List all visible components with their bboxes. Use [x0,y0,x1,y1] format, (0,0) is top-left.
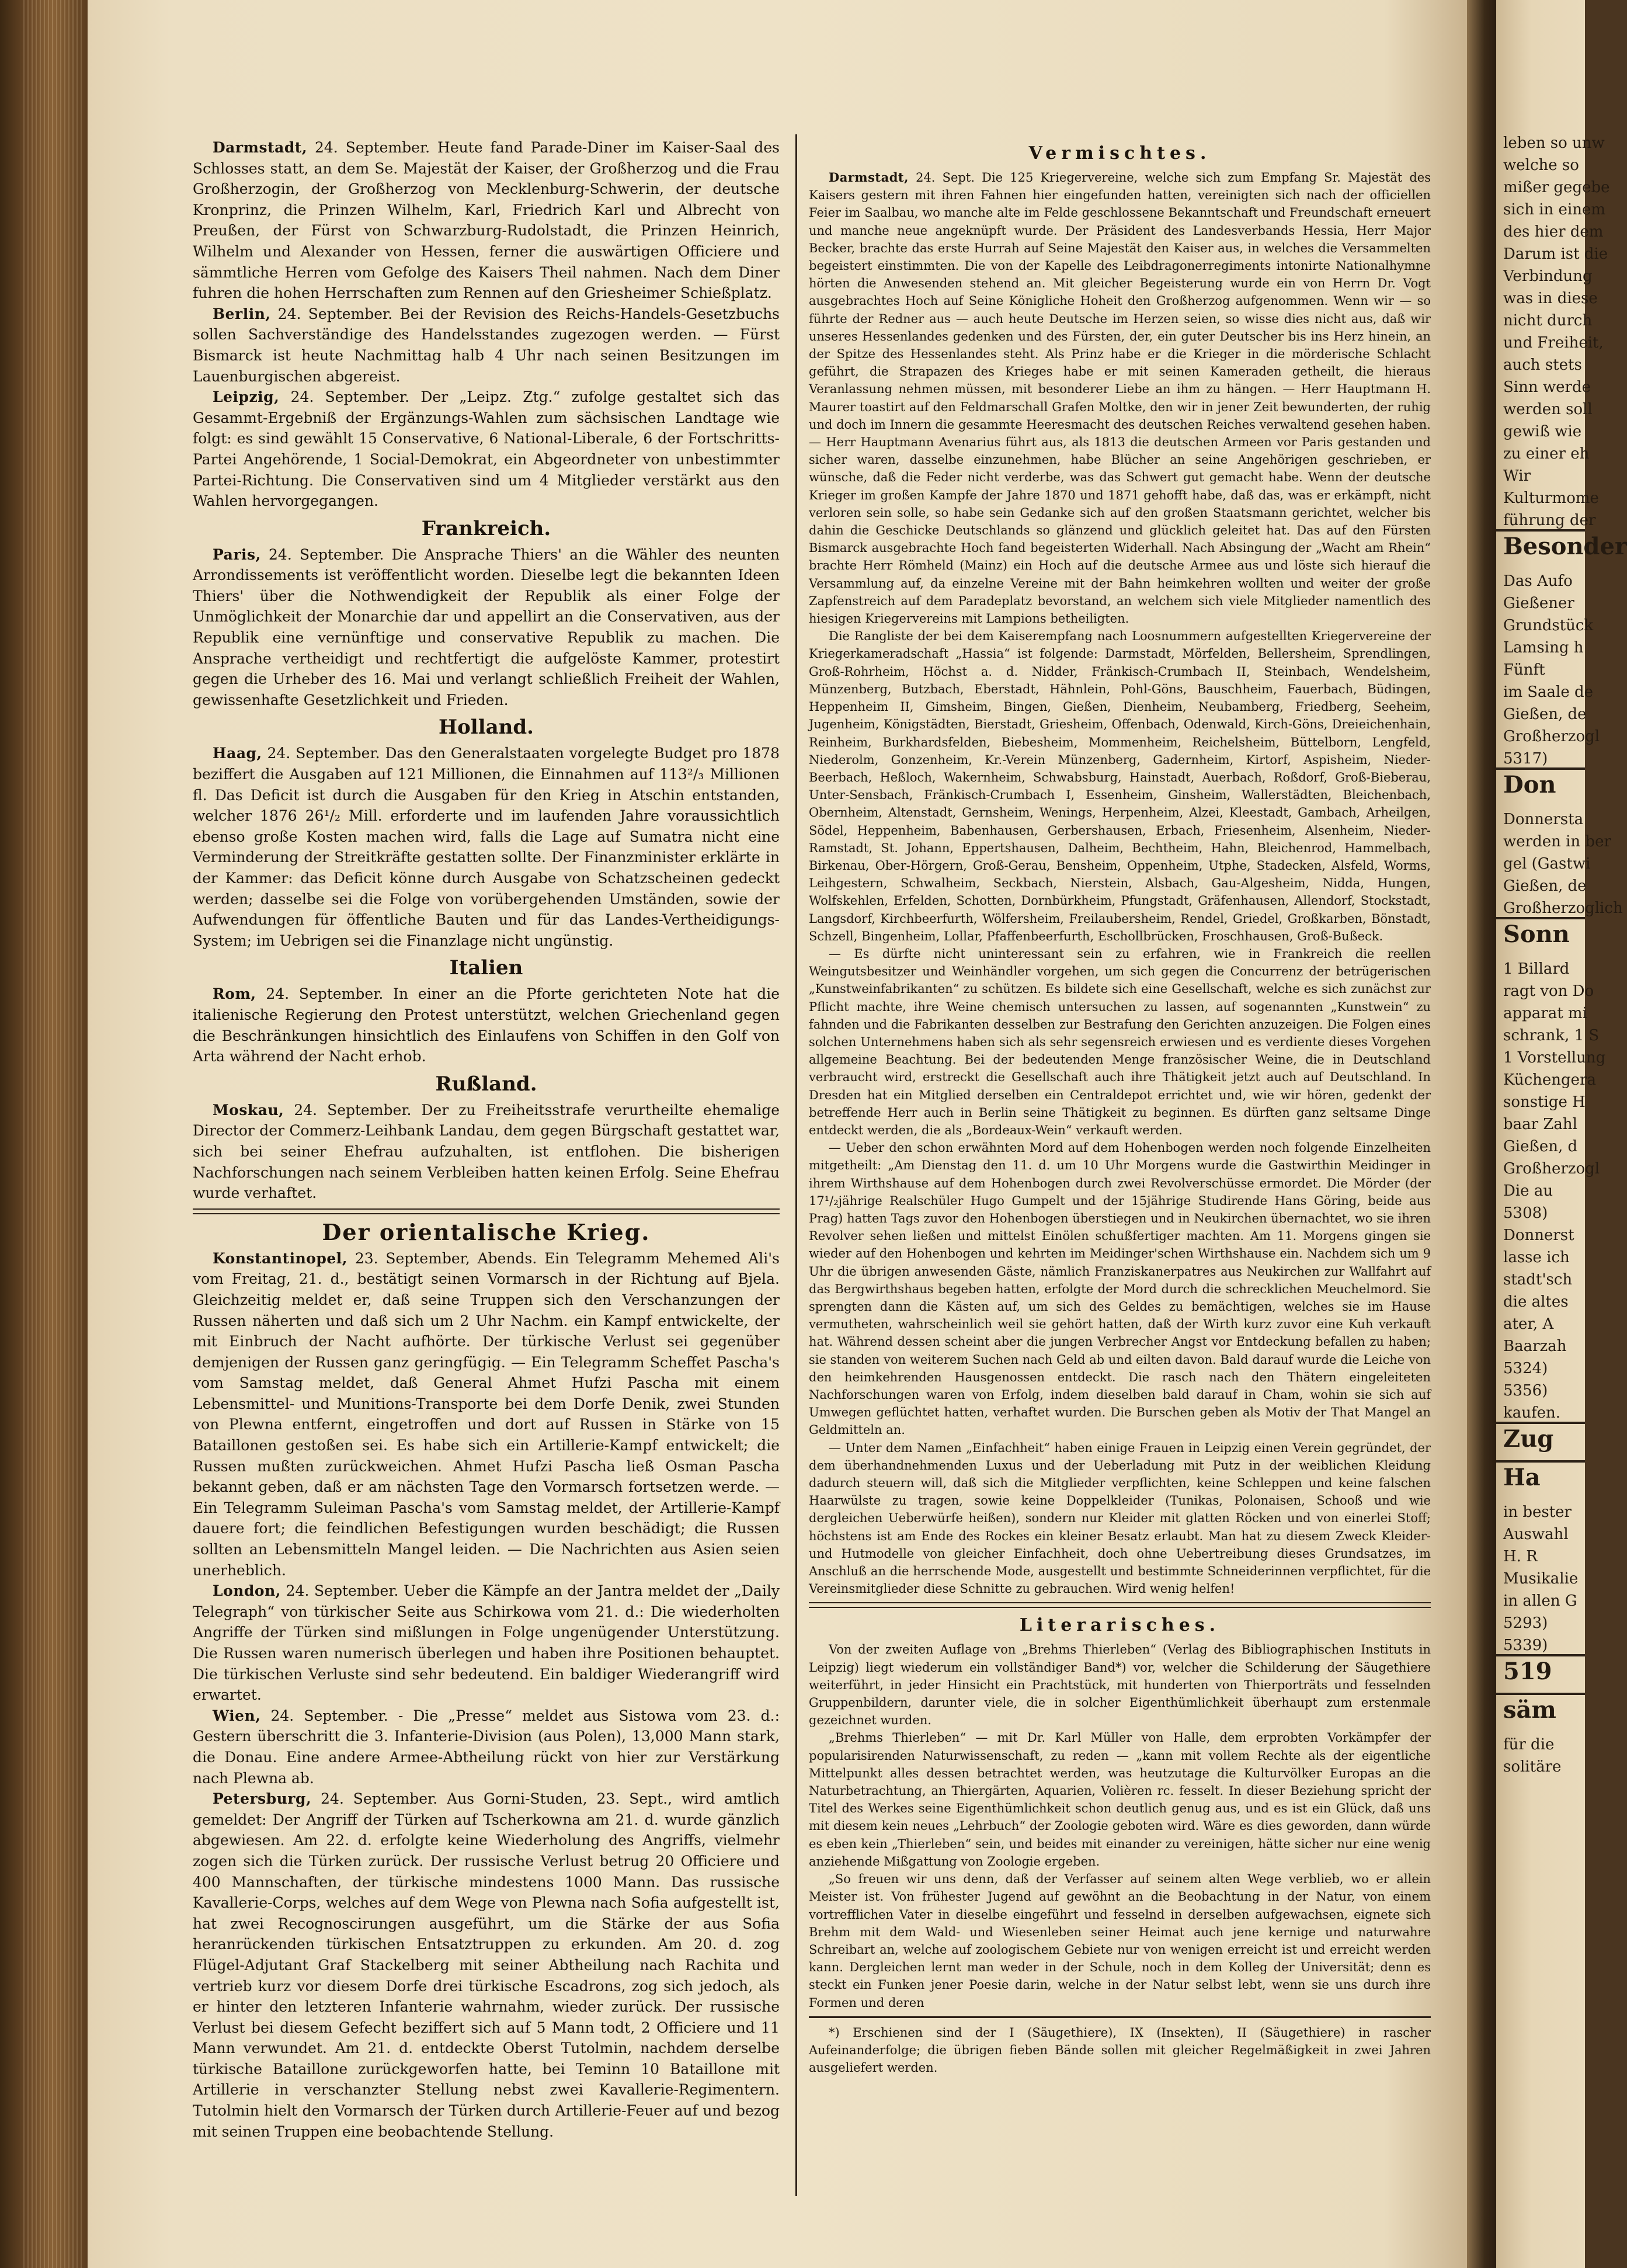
adjacent-page-text: Zug [1503,1425,1554,1453]
adjacent-page-text: Großherzoglich [1503,899,1623,917]
article-body: 24. September. Die Ansprache Thiers' an die Wähler des neunten Arrondissements ist veröffentlicht worden. Dieselbe legt die bekannten Ideen Thiers' über die Nothwendigkeit der Republik als einer Folge der Unmöglichkeit der Monarchie dar und appellirt an die Conservativen, aus der Republik eine vernünftige und conservative Republik zu machen. Die Ansprache vertheidigt und rechtfertigt die aufgelöste Kammer, protestirt gegen die Urheber des 16. Mai und verlangt schließlich Freiheit der Wahlen, gewissenhafte Gesetzlichkeit und Frieden. [193,546,780,708]
article-petersburg [193,1788,780,2142]
article-body: — Es dürfte nicht uninteressant sein zu erfahren, wie in Frankreich die reellen Weingutsbesitzer und Weinhändler vorgehen, um sich gegen die Concurrenz der betrügerischen „Kunstweinfabrikanten“ zu schützen. Es bildete sich eine Gesellschaft, welche es sich zunächst zur Pflicht machte, ihre Weine chemisch untersuchen zu lassen, auf sogenannten „Kunstwein“ zu fahnden und die Fabrikanten desselben zur Bestrafung den Gerichten anzuzeigen. Die Folgen eines solchen Unternehmens haben sich als sehr segensreich erwiesen und es verdiente dieses Vorgehen allgemeine Beachtung. Bei der bedeutenden Menge französischer Weine, die in Deutschland verbraucht wird, erstreckt die Gesellschaft auch ihre Thätigkeit jetzt auch auf Deutschland. In Dresden hat ein Mitglied derselben ein Centraldepot errichtet und, wie wir hören, gedenkt der betreffende Herr auch in Berlin seine Thätigkeit zu beginnen. Es dürften ganz seltsame Dinge entdeckt werden, die als „Bordeaux-Wein“ verkauft werden. [809,946,1431,1137]
adjacent-page-text: Besonder [1503,533,1627,560]
book-binding-edge [0,0,88,2268]
adjacent-page-text: lasse ich [1503,1249,1570,1266]
dateline-place: Wien, [213,1707,261,1724]
adjacent-page-text: die altes [1503,1293,1569,1311]
adjacent-page-text: 5324) [1503,1360,1548,1377]
adjacent-page-text: Großherzogl [1503,728,1600,745]
article-leipzig [193,387,780,512]
article-moskau [193,1100,780,1204]
footnote: *) Erschienen sind der I (Säugethiere), IX (Insekten), II (Säugethiere) in rascher Aufeinanderfolge; die übrigen fieben Bände sollen mit gleicher Regelmäßigkeit in zwei Jahren ausgeliefert werden. [809,2025,1431,2075]
adjacent-page-text: 5308) [1503,1204,1548,1222]
adjacent-page-text: 1 Vorstellung [1503,1049,1606,1067]
article-body: — Unter dem Namen „Einfachheit“ haben einige Frauen in Leipzig einen Verein gegründet, der dem überhandnehmenden Luxus und der Ueberladung mit Putz in der weiblichen Kleidung dadurch steuern will, daß sich die Mitglieder verpflichten, keine Schleppen und keine falschen Haarwülste zu tragen, sowie keine Doppelkleider (Tunikas, Polonaisen, Schooß und wie dergleichen Ueberwürfe heißen), sondern nur Kleider mit glatten Röcken und von einerlei Stoff; höchstens ist am Ende des Rockes ein kleiner Besatz erlaubt. Man hat zu diesem Zweck Kleider- und Hutmodelle von gleicher Einfachheit, doch ohne Uebertreibung dieses Grundsatzes, im Anschluß an die herrschende Mode, ausgestellt und bestimmte Schneiderinnen verpflichtet, für die Vereinsmitglieder diese Schnitte zu gebrauchen. Wird wenig helfen! [809,1440,1431,1596]
adjacent-page-text: sich in einem [1503,201,1606,218]
adjacent-page-text: Küchengera [1503,1071,1596,1089]
article-body: 24. September. Heute fand Parade-Diner im Kaiser-Saal des Schlosses statt, an dem Se. Majestät der Kaiser, der Großherzog und die Frau Großherzogin, der Großherzog von Mecklenburg-Schwerin, der deutsche Kronprinz, die Prinzen Wilhelm, Karl, Friedrich Karl und Albrecht von Preußen, der Fürst von Schwarzburg-Rudolstadt, die Prinzen Heinrich, Wilhelm und Alexander von Hessen, ferner die auswärtigen Officiere und sämmtliche Herren vom Gefolge des Kaisers Theil nahmen. Nach dem Diner fuhren die hohen Herrschaften zum Rennen auf den Griesheimer Schießplatz. [193,139,780,302]
adjacent-page-text: kaufen. [1503,1404,1561,1422]
section-heading-literarisches: Literarisches. [1019,1615,1221,1636]
adjacent-page-text: 5293) [1503,1614,1548,1632]
dateline-place: Rom, [213,985,256,1003]
adjacent-page-text: was in diese [1503,290,1598,307]
adjacent-page-text: sonstige H [1503,1093,1586,1111]
dateline-place: Haag, [213,745,262,762]
adjacent-page-text: Wir [1503,467,1531,485]
adjacent-page-text: solitäre [1503,1758,1562,1776]
adjacent-page-text: zu einer eh [1503,445,1590,463]
section-heading-russland: Rußland. [435,1072,537,1096]
article-london [193,1581,780,1706]
adjacent-page-text: 5317) [1503,750,1548,767]
dateline-place: Petersburg, [213,1790,312,1808]
article-rom [193,984,780,1067]
dateline-place: Darmstadt, [829,170,909,185]
adjacent-page-text: 5339) [1503,1637,1548,1654]
adjacent-page-text: Sinn werde [1503,378,1591,396]
adjacent-page-text: Die au [1503,1182,1553,1200]
article-darmstadt-kriegervereine [809,169,1431,627]
adjacent-page-rule [1496,1693,1585,1695]
adjacent-page-text: säm [1503,1696,1556,1724]
article-body: 24. September. Aus Gorni-Studen, 23. Sept., wird amtlich gemeldet: Der Angriff der Türken auf Tscherkowna am 21. d. wurde gänzlich abgewiesen. Am 22. d. erfolgte keine Wiederholung des Angriffs, vielmehr zogen sich die Türken zurück. Der russische Verlust betrug 20 Officiere und 400 Mannschaften, der türkische mindestens 1000 Mann. Das russische Kavallerie-Corps, welches auf dem Wege von Plewna nach Sofia aufgestellt ist, hat zwei Recognoscirungen ausgeführt, um die Stärke der aus Sofia heranrückenden türkischen Entsatztruppen zu erkunden. Am 20. d. zog Flügel-Adjutant Graf Stackelberg mit seiner Abtheilung nach Rachita und vertrieb kurz vor diesem Dorfe drei türkische Escadrons, zog sich jedoch, als er hinter den letzteren Infanterie wahrnahm, wieder zurück. Der russische Verlust bei diesem Gefecht beziffert sich auf 5 Mann todt, 2 Officiere und 11 Mann verwundet. Am 21. d. entdeckte Oberst Tutolmin, nachdem derselbe türkische Bataillone zurückgeworfen hatte, bei Teminn 10 Bataillone mit Artillerie in verschanzter Stellung nebst zwei Kavallerie-Regimentern. Tutolmin hielt den Vormarsch der Türken durch Artillerie-Feuer auf und bezog mit seinen Truppen eine beobachtende Stellung. [193,1790,780,2140]
adjacent-page-text: Das Aufo [1503,572,1573,590]
adjacent-page-rule [1496,1460,1585,1463]
adjacent-page-text: 1 Billard [1503,960,1570,978]
article-body: 24. Sept. Die 125 Kriegervereine, welche sich zum Empfang Sr. Majestät des Kaisers gestern mit ihren Fahnen hier eingefunden hatten, vereinigten sich nach der officiellen Feier im Saalbau, wo manche alte im Felde geschlossene Bekanntschaft und Freundschaft erneuert und manche neue angeknüpft wurde. Der Präsident des Landesverbands Hessia, Herr Major Becker, brachte das erste Hurrah auf Seine Majestät den Kaiser aus, in welches die Versammelten begeistert einstimmten. Die von der Kapelle des Leibdragonerregiments intonirte Nationalhymne hörten die Anwesenden stehend an. Mit gleicher Begeisterung wurde ein von Herrn Dr. Vogt ausgebrachtes Hoch auf Seine Königliche Hoheit den Großherzog aufgenommen. Wenn wir — so führte der Redner aus — auch heute Deutsche im Herzen seien, so wisse dies nicht aus, daß wir unseres Hessenlandes gedenken und des Fürsten, der, ein guter Deutscher bis ins Herz hinein, an der Spitze des Hessenlandes steht. Als Prinz habe er die Krieger in die mörderische Schlacht geführt, die Strapazen des Krieges habe er mit seinen Kameraden getheilt, die hieraus Veranlassung nehmen müssen, mit besonderer Liebe an ihm zu hängen. — Herr Hauptmann H. Maurer toastirt auf den Feldmarschall Grafen Moltke, den wir in jener Zeit bewunderten, der ruhig und doch im Innern die gesammte Heeresmacht des deutschen Reiches verwaltend gesehen haben. — Herr Hauptmann Avenarius führt aus, als 1813 die deutschen Armeen vor Paris gestanden und sicher waren, dasselbe einzunehmen, habe Blücher an seine Angehörigen geschrieben, er wünsche, daß die Feder nicht verderbe, was das Schwert gut gemacht habe. Wenn der deutsche Krieger im großen Kampfe der Jahre 1870 und 1871 gehofft habe, daß das, was er erkämpft, nicht verloren sein solle, so habe sein Gedanke sich auf den großen Staatsmann gerichtet, welcher bis dahin die Geschicke Deutschlands so glänzend und glücklich geleitet hat. Das auf den Fürsten Bismarck ausgebrachte Hoch fand begeisterten Widerhall. Nach Absingung der „Wacht am Rhein“ brachte Herr Römheld (Mainz) ein Hoch auf die deutsche Armee aus und löste sich hierauf die Versammlung auf, da einzelne Vereine mit der Bahn heimkehren wollten und weiter der große Zapfenstreich auf dem Paradeplatz bevorstand, an welchem sich viele Mitglieder namentlich des hiesigen Kriegervereins mit Lampions betheiligten. [809,171,1431,626]
article-rangliste [809,627,1431,945]
adjacent-page-text: auch stets [1503,356,1582,374]
page-stack-lines [23,0,82,2268]
adjacent-page-text: 519 [1503,1658,1552,1685]
book-gutter-shadow [1467,0,1496,2268]
adjacent-page-text: werden in ber [1503,833,1611,850]
adjacent-page-text: nicht durch [1503,312,1593,329]
article-body: 24. September. Der „Leipz. Ztg.“ zufolge gestaltet sich das Gesammt-Ergebniß der Ergänzungs-Wahlen zum sächsischen Landtage wie folgt: es sind gewählt 15 Conservative, 6 National-Liberale, 6 der Fortschritts-Partei Angehörende, 1 Social-Demokrat, ein Abgeordneter von unbestimmter Partei-Richtung. Die Conservativen sind um 4 Mitglieder verstärkt aus den Wahlen hervorgegangen. [193,388,780,510]
article-body: 24. September. Bei der Revision des Reichs-Handels-Gesetzbuchs sollen Sachverständige des Handelsstandes zugezogen werden. — Fürst Bismarck ist heute Nachmittag halb 4 Uhr nach seinen Besitzungen im Lauenburgischen abgereist. [193,305,780,385]
article-body: 24. September. Ueber die Kämpfe an der Jantra meldet der „Daily Telegraph“ von türkischer Seite aus Schirkowa vom 21. d.: Die wiederholten Angriffe der Türken sind mißlungen in Folge ungenügender Unterstützung. Die Russen waren numerisch überlegen und haben ihre Positionen behauptet. Die türkischen Verluste sind sehr bedeutend. Ein baldiger Wiederangriff wird erwartet. [193,1582,780,1704]
adjacent-page-text: mißer gegebe [1503,179,1610,196]
left-column [193,137,780,2142]
article-paris [193,544,780,711]
adjacent-page-text: Donnersta [1503,811,1584,828]
adjacent-page-text: Gießen, d [1503,1138,1578,1155]
adjacent-page-text: apparat mi [1503,1005,1587,1022]
adjacent-page-text: welche so [1503,157,1579,174]
adjacent-page-text: Gießen, de [1503,706,1587,723]
right-column [809,137,1431,2076]
article-body: 24. September. Der zu Freiheitsstrafe verurtheilte ehemalige Director der Commerz-Leihbank Landau, dem gegen Bürgschaft gestattet war, sich bei seiner Ehefrau aufzuhalten, ist entflohen. Die bisherigen Nachforschungen nach seinem Verbleiben hatten keinen Erfolg. Seine Ehefrau wurde verhaftet. [193,1101,780,1202]
adjacent-page-text: leben so unw [1503,134,1605,152]
dateline-place: Darmstadt, [213,139,308,156]
adjacent-page-text: Lamsing h [1503,639,1584,657]
adjacent-page-text: im Saale de [1503,683,1594,701]
article-body: Die Rangliste der bei dem Kaiserempfang nach Loosnummern aufgestellten Kriegervereine der Kriegerkameradschaft „Hassia“ ist folgende: Darmstadt, Mörfelden, Bellersheim, Sprendlingen, Groß-Rohrheim, Höchst a. d. Nidder, Fränkisch-Crumbach II, Steinbach, Wendelsheim, Münzenberg, Butzbach, Eberstadt, Hähnlein, Pohl-Göns, Bauschheim, Fauerbach, Büdingen, Heppenheim II, Gimsheim, Bingen, Gießen, Dienheim, Neubamberg, Friedberg, Seeheim, Jugenheim, Königstädten, Bierstadt, Griesheim, Offenbach, Odenwald, Kirch-Göns, Dreieichenhain, Reinheim, Burkhardsfelden, Biebesheim, Mommenheim, Reichelsheim, Büttelborn, Lengfeld, Niederolm, Gonzenheim, Kr.-Verein Münzenberg, Gadernheim, Kirtorf, Aspisheim, Nieder-Beerbach, Heßloch, Wakernheim, Schwabsburg, Hainstadt, Auerbach, Roßdorf, Groß-Bieberau, Unter-Sensbach, Fränkisch-Crumbach I, Essenheim, Ginsheim, Wallerstädten, Bleichenbach, Obernheim, Altenstadt, Gernsheim, Wenings, Herpenheim, Alzei, Kleestadt, Gambach, Arheilgen, Södel, Heppenheim, Babenhausen, Gerbershausen, Erbach, Friesenheim, Alsenheim, Nieder-Ramstadt, St. Johann, Eppertshausen, Dalheim, Bechtheim, Hahn, Bleichenrod, Hammelbach, Birkenau, Ober-Hörgern, Groß-Gerau, Bensheim, Oppenheim, Utphe, Stadecken, Alsfeld, Worms, Leihgestern, Schwalheim, Seckbach, Nierstein, Alsbach, Gau-Algesheim, Nidda, Hungen, Wolfskehlen, Erfelden, Schotten, Dornbürkheim, Pfungstadt, Gräfenhausen, Allendorf, Stockstadt, Langsdorf, Kirchbeerfurth, Wölfersheim, Freilaubersheim, Rendel, Griedel, Großkarben, Bönstadt, Schzell, Bingenheim, Lollar, Pfaffenbeerfurth, Eschollbrücken, Froschhausen, Groß-Bußeck. [809,629,1431,943]
article-wien [193,1706,780,1788]
adjacent-page-text: Großherzogl [1503,1160,1600,1178]
adjacent-page-text: Don [1503,771,1556,798]
adjacent-page-rule [1496,917,1585,919]
dateline-place: Konstantinopel, [213,1249,348,1267]
adjacent-page-text: ater, A [1503,1315,1554,1333]
article-mord-hohenbogen [809,1139,1431,1439]
adjacent-page-text: ragt von Do [1503,982,1594,1000]
adjacent-page-text: Donnerst [1503,1227,1574,1244]
literary-paragraph: „Brehms Thierleben“ — mit Dr. Karl Müller von Halle, dem erprobten Vorkämpfer der popularisirenden Naturwissenschaft, zu reden — „kann mit vollem Rechte als der eigentliche Mittelpunkt alles dessen betrachtet werden, was heutzutage die Kulturvölker Europas an die Naturbetrachtung, an Thiergärten, Aquarien, Volièren rc. fesselt. In dieser Beziehung spricht der Titel des Werkes seine Eigenthümlichkeit schon deutlich genug aus, und es ist ein Glück, daß uns mit diesem kein neues „Lehrbuch“ der Zoologie geboten wird. Wäre es dies geworden, dann würde es eben kein „Thierleben“ sein, und beides mit einander zu vereinigen, hätte sicher nur eine wenig anziehende Mißgattung von Zoologie ergeben. [809,1731,1431,1868]
adjacent-page-text: in allen G [1503,1592,1577,1610]
article-berlin [193,304,780,387]
adjacent-page-text: gewiß wie [1503,423,1582,440]
article-body: — Ueber den schon erwähnten Mord auf dem Hohenbogen werden noch folgende Einzelheiten mitgetheilt: „Am Dienstag den 11. d. um 10 Uhr Morgens wurde die Gastwirthin Meidinger in ihrem Wirthshause auf dem Hohenbogen durch zwei Revolverschüsse ermordet. Die Mörder (der 17¹/₂jährige Realschüler Hugo Gumpelt und der 15jährige Studirende Hans Göring, beide aus Prag) hatten Tags zuvor den Hohenbogen überstiegen und in Neukirchen übernachtet, wo sie ihren Revolver sehen ließen und mittelst Einölen schußfertiger machten. Am 11. Morgens gingen sie wieder auf den Hohenbogen und kehrten im Meidinger'schen Wirthshause ein. Nachdem sich um 9 Uhr die übrigen anwesenden Gäste, nämlich Franziskanerpatres aus Neukirchen zur Wallfahrt auf das Bergwirthshaus begeben hatten, erfolgte der Mord durch die schrecklichen Meuchelmord. Sie sprengten dann die Kästen auf, um sich des Geldes zu bemächtigen, welches sie im Hause vermutheten, wahrscheinlich weil sie gehört hatten, daß der Wirth kurz zuvor eine Kuh verkauft hat. Während dessen scheint aber die jungen Verbrecher Angst vor Entdeckung befallen zu haben; sie standen von weiterem Suchen nach Geld ab und eilten davon. Bald darauf wurde die Leiche von den heimkehrenden Hausgenossen entdeckt. Die rasch nach den Thätern eingeleiteten Nachforschungen waren von Erfolg, indem dieselben bald darauf in Cham, wohin sie sich auf Umwegen geflüchtet hatten, verhaftet wurden. Die Burschen geben als Motiv der That Mangel an Geldmitteln an. [809,1141,1431,1437]
dateline-place: Leipzig, [213,388,280,406]
article-konstantinopel [193,1248,780,1581]
section-heading-holland: Holland. [439,716,534,739]
article-darmstadt [193,137,780,304]
adjacent-page-text: schrank, 1 S [1503,1027,1600,1044]
article-body: 24. September. Das den Generalstaaten vorgelegte Budget pro 1878 beziffert die Ausgaben auf 121 Millionen, die Einnahmen auf 113²/₃ Millionen fl. Das Deficit ist durch die Ausgaben für den Krieg in Atschin entstanden, welcher 1876 26¹/₂ Mill. erforderte und im laufenden Jahre voraussichtlich ebenso große Kosten machen wird, falls die Lage auf Sumatra nicht eine Verminderung der Streitkräfte gestatten sollte. Der Finanzminister erklärte in der Kammer: das Deficit könne durch Ausgabe von Schatzscheinen gedeckt werden; dasselbe sei die Folge von vorübergehenden Umständen, sowie der Aufwendungen für öffentliche Bauten und für das Landes-Vertheidigungs-System; im Uebrigen sei die Finanzlage nicht ungünstig. [193,745,780,949]
adjacent-page-text: H. R [1503,1548,1538,1565]
adjacent-page-text: baar Zahl [1503,1116,1577,1133]
section-heading-orientalischer-krieg: Der orientalische Krieg. [322,1218,651,1245]
adjacent-page-text: für die [1503,1736,1555,1753]
adjacent-page-fragment [1496,0,1627,2268]
section-heading-italien: Italien [449,956,523,980]
article-einfachheit [809,1439,1431,1598]
article-haag [193,743,780,951]
section-divider [193,1208,780,1214]
article-body: 23. September, Abends. Ein Telegramm Mehemed Ali's vom Freitag, 21. d., bestätigt seinen Vormarsch in der Richtung auf Bjela. Gleichzeitig meldet er, daß seine Truppen sich den Verschanzungen der Russen näherten und daß sich um 2 Uhr Nachm. ein Kampf entwickelte, der mit Einbruch der Nacht aufhörte. Der türkische Verlust sei gegenüber demjenigen der Russen ganz geringfügig. — Ein Telegramm Scheffet Pascha's vom Samstag meldet, daß General Ahmet Hufzi Pascha mit einem Lebensmittel- und Munitions-Transporte bei dem Dorfe Denik, zwei Stunden von Plewna entfernt, eingetroffen und dort auf Russen in Stärke von 15 Bataillonen gestoßen sei. Es habe sich ein Artillerie-Kampf entwickelt; die Russen mußten zurückweichen. Ahmet Hufzi Pascha ließ Osman Pascha bekannt geben, daß er am nächsten Tage den Vormarsch fortsetzen werde. — Ein Telegramm Suleiman Pascha's vom Samstag meldet, der Artillerie-Kampf dauere fort; die feindlichen Befestigungen wurden beschädigt; die Russen sollten an Lebensmitteln Mangel leiden. — Die Nachrichten aus Asien seien unerheblich. [193,1249,780,1579]
adjacent-page-text: Sonn [1503,921,1570,948]
section-heading-frankreich: Frankreich. [421,516,551,540]
adjacent-page-text: Kulturmome [1503,489,1599,507]
adjacent-page-text: stadt'sch [1503,1271,1573,1288]
adjacent-page-text: Fünft [1503,661,1545,679]
adjacent-page-text: werden soll [1503,401,1593,418]
adjacent-page-text: Musikalie [1503,1570,1579,1588]
article-body: 24. September. - Die „Presse“ meldet aus Sistowa vom 23. d.: Gestern überschritt die 3. Infanterie-Division (aus Polen), 13,000 Mann stark, die Donau. Eine andere Armee-Abtheilung rückt von hier zur Verstärkung nach Plewna ab. [193,1707,780,1787]
footnote-rule [809,2016,1431,2018]
adjacent-page-text: und Freiheit, [1503,334,1604,352]
adjacent-page-text: Darum ist die [1503,245,1608,263]
adjacent-page-rule [1496,1654,1585,1656]
adjacent-page-text: Verbindung [1503,268,1593,285]
adjacent-page-rule [1496,1422,1585,1424]
article-body: 24. September. In einer an die Pforte gerichteten Note hat die italienische Regierung den Protest unterstützt, welchen Griechenland gegen die Beschränkungen hinsichtlich des Einlaufens von Schiffen in den Golf von Arta während der Nacht erhob. [193,985,780,1065]
adjacent-page-text: gel (Gastwi [1503,855,1591,873]
literary-paragraph: Von der zweiten Auflage von „Brehms Thierleben“ (Verlag des Bibliographischen Instituts in Leipzig) liegt wiederum ein vollständiger Band*) vor, welcher die Schilderung der Säugethiere weiterführt, in jeder Hinsicht ein Prachtstück, mit hunderten von Thierporträts und fesselnden Gruppenbildern, darunter viele, die in solcher Eigenthümlichkeit überhaupt zum erstenmale gezeichnet wurden. [809,1642,1431,1728]
adjacent-page-text: Baarzah [1503,1338,1567,1355]
adjacent-page-text: Auswahl [1503,1526,1569,1543]
dateline-place: Paris, [213,546,261,563]
adjacent-page-text: führung der [1503,512,1596,529]
adjacent-page-text: Grundstück [1503,617,1594,634]
dateline-place: Berlin, [213,305,271,322]
dateline-place: London, [213,1582,281,1600]
adjacent-page-text: Gießen, de [1503,877,1587,895]
adjacent-page-text: in bester [1503,1503,1572,1521]
adjacent-page-text: Gießener [1503,595,1574,612]
dateline-place: Moskau, [213,1101,284,1119]
section-divider [809,1602,1431,1608]
adjacent-page-rule [1496,529,1585,532]
column-divider [795,134,797,2196]
adjacent-page-rule [1496,767,1585,770]
adjacent-page-text: des hier dem [1503,223,1604,241]
adjacent-page-text: 5356) [1503,1382,1548,1399]
section-heading-vermischtes: Vermischtes. [1028,143,1211,164]
article-kunstwein [809,945,1431,1139]
adjacent-page-text: Ha [1503,1464,1541,1491]
literary-paragraph: „So freuen wir uns denn, daß der Verfasser auf seinem alten Wege verblieb, wo er allein Meister ist. Von frühester Jugend auf gewöhnt an die Beobachtung in der Natur, von einem vortrefflichen Vater in dieselbe eingeführt und fesselnd in derselben aufgewachsen, eignete sich Brehm mit dem Wald- und Wiesenleben seiner Heimat auch jene kernige und naturwahre Schreibart an, welche auf zoologischem Gebiete nur von wenigen erreicht ist und erreicht werden kann. Dergleichen lernt man weder in der Schule, noch in dem Kolleg der Universität; denn es steckt ein Funken jener Poesie darin, welche in der Natur selbst lebt, wenn sie uns durch ihre Formen und deren [809,1872,1431,2010]
